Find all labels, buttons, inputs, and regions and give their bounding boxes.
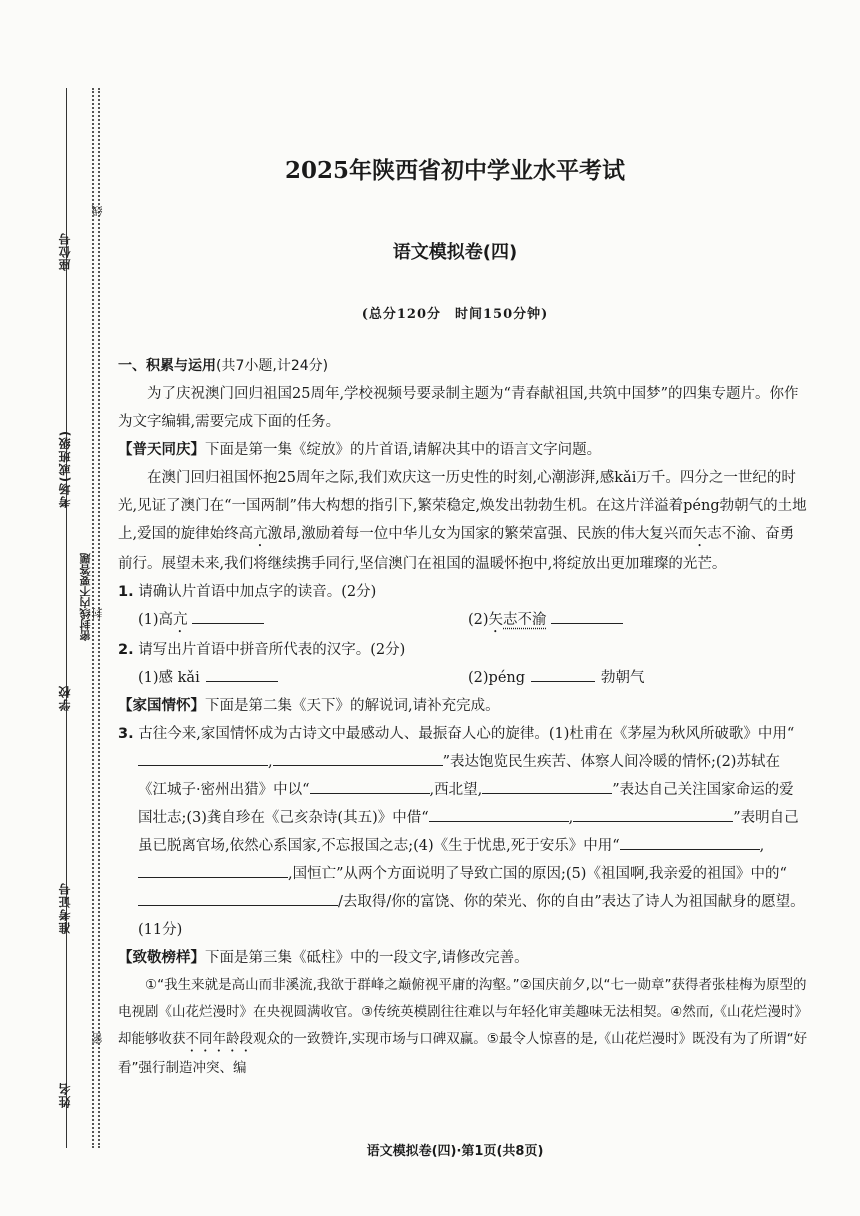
no-answer-notice: 密封线内不要答题 <box>79 553 92 641</box>
q2-blank-1[interactable] <box>206 665 278 682</box>
score-time-info: (总分120分 时间150分钟) <box>361 307 549 322</box>
seal-line-marker: 线 <box>91 205 104 216</box>
seal-secret-marker: 密 <box>91 1033 104 1044</box>
seat-number-label: 座位号 <box>58 232 72 271</box>
question-3: 3. 古往今来,家国情怀成为古诗文中最感动人、最振奋人心的旋律。(1)杜甫在《茅屋为秋风所破歌》中用“, ”表达饱览民生疾苦、体察人间冷暖的情怀;(2)苏轼在《江城子·密州出猎》中以“ ,西北望, ”表达自己关注国家命运的爱国壮志;(3)龚自珍在《己亥杂诗(其五)》中借“ , ”表明自己虽已脱离官场,依然心系国家,不忘报国之志;(4)《生于忧患,死于安乐》中用“ ,,国恒亡”从两个方面说明了导致亡国的原因;(5)《祖国啊,我亲爱的祖国》中的“/去取得/你的富饶、你的荣光、你的自由”表达了诗人为祖国献身的愿望。(11分) <box>118 726 805 938</box>
question-2: 2. 请写出片首语中拼音所代表的汉字。(2分) <box>118 642 406 658</box>
episode1-prompt: 【普天同庆】下面是第一集《绽放》的片首语,请解决其中的语言文字问题。 <box>118 442 602 458</box>
q1-answers: (1)高亢 (2)矢志不渝 <box>118 606 808 636</box>
question-1: 1. 请确认片首语中加点字的读音。(2分) <box>118 584 377 600</box>
q2-answers: (1)感 kǎi (2)péng 勃朝气 <box>118 664 808 692</box>
ticket-number-label: 准考证号 <box>58 882 72 934</box>
q3-blank-8[interactable] <box>138 861 288 878</box>
episode2-prompt: 【家国情怀】下面是第二集《天下》的解说词,请补充完成。 <box>118 698 500 714</box>
q3-blank-1[interactable] <box>138 749 268 766</box>
name-label: 姓名 <box>58 1082 72 1108</box>
paper-subtitle: 语文模拟卷(四) <box>392 242 518 263</box>
q3-blank-4[interactable] <box>482 777 612 794</box>
question-body <box>118 352 808 1082</box>
q3-blank-9[interactable] <box>138 889 338 906</box>
q2-blank-2[interactable] <box>531 665 595 682</box>
episode3-prompt: 【致敬榜样】下面是第三集《砥柱》中的一段文字,请修改完善。 <box>118 950 529 966</box>
q3-blank-7[interactable] <box>620 833 760 850</box>
section-heading: 一、积累与运用(共7小题,计24分) <box>118 358 329 374</box>
q3-blank-6[interactable] <box>573 805 733 822</box>
exam-room-label: 考场(或班级) <box>58 430 72 508</box>
seal-seal-marker: 封 <box>91 608 104 619</box>
school-label: 学校 <box>58 685 72 711</box>
task-intro: 为了庆祝澳门回归祖国25周年,学校视频号要录制主题为“青春献祖国,共筑中国梦”的四集专题片。你作为文字编辑,需要完成下面的任务。 <box>118 386 799 430</box>
q3-blank-3[interactable] <box>310 777 430 794</box>
page-footer: 语文模拟卷(四)·第1页(共8页) <box>366 1144 544 1159</box>
episode3-excerpt: ①“我生来就是高山而非溪流,我欲于群峰之巅俯视平庸的沟壑。”②国庆前夕,以“七一勋章”获得者张桂梅为原型的电视剧《山花烂漫时》在央视圆满收官。③传统英模剧往往难以与年轻化审美趣味无法相契。④然而,《山花烂漫时》却能够收获不同年龄段观众的一致赞许,实现市场与口碑双赢。⑤最令人惊喜的是,《山花烂漫时》既没有为了所谓“好看”强行制造冲突、编 <box>118 977 808 1076</box>
q1-blank-1[interactable] <box>192 607 264 624</box>
opening-passage: 在澳门回归祖国怀抱25周年之际,我们欢庆这一历史性的时刻,心潮澎湃,感kǎi万千。四分之一世纪的时光,见证了澳门在“一国两制”伟大构想的指引下,繁荣稳定,焕发出勃勃生机。在这片洋溢着péng勃朝气的土地上,爱国的旋律始终高亢激昂,激励着每一位中华儿女为国家的繁荣富强、民族的伟大复兴而矢志不渝、奋勇前行。展望未来,我们将继续携手同行,坚信澳门在祖国的温暖怀抱中,将绽放出更加璀璨的光芒。 <box>118 470 807 572</box>
q1-blank-2[interactable] <box>551 607 623 624</box>
q3-blank-5[interactable] <box>429 805 569 822</box>
exam-title: 2025年陕西省初中学业水平考试 <box>284 157 625 184</box>
q3-blank-2[interactable] <box>273 749 443 766</box>
